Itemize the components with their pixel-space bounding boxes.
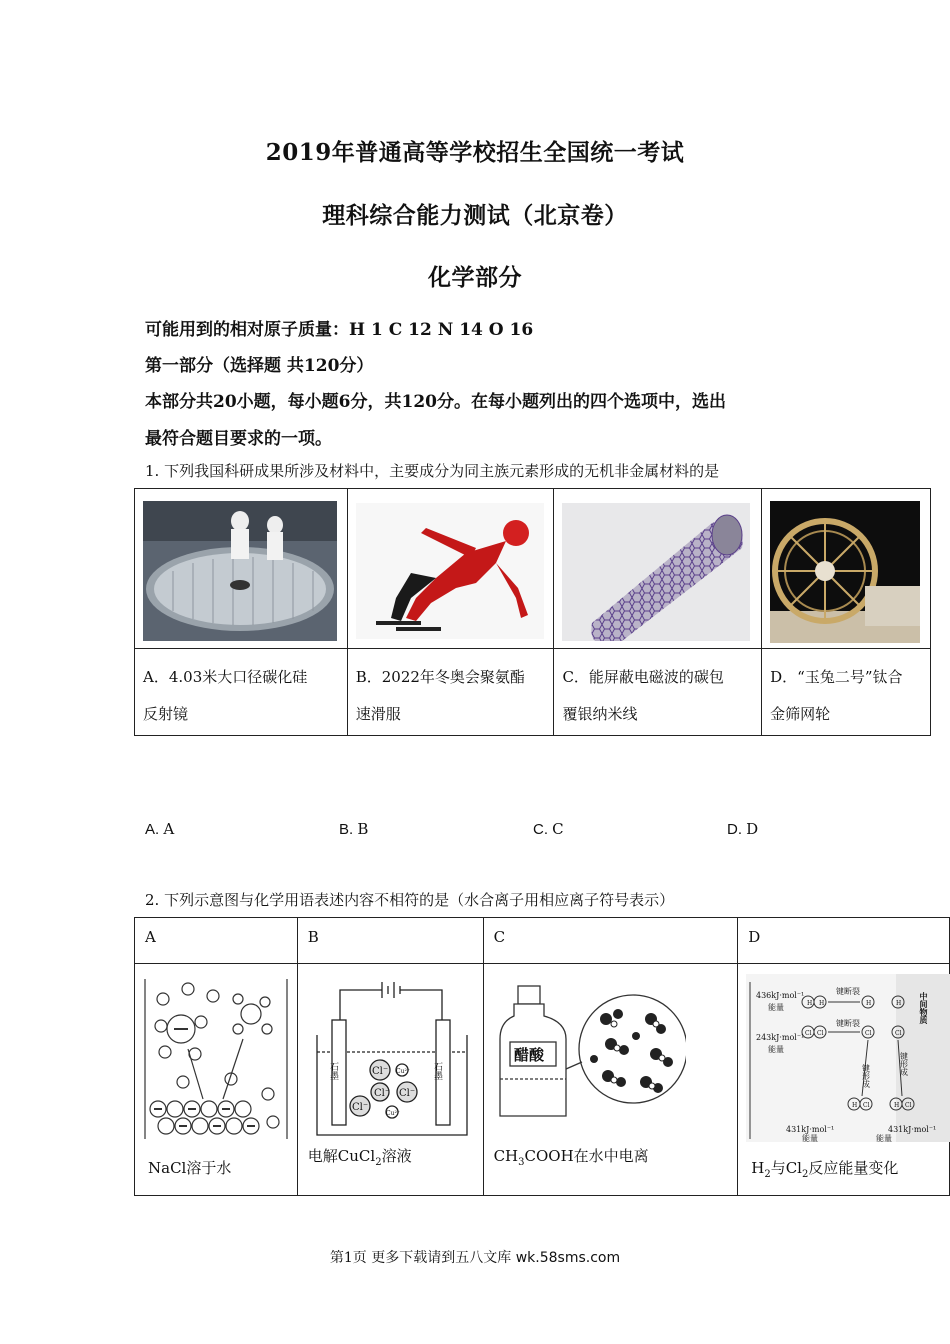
page-footer: 第1页 更多下载请到五八文库 wk.58sms.com (329, 1250, 621, 1266)
choice-a[interactable]: A. A (145, 820, 175, 838)
footer-link[interactable]: wk.58sms.com (515, 1250, 621, 1266)
choice-b[interactable]: B. B (339, 820, 369, 838)
header-d: D (738, 918, 950, 964)
caption-electrolysis: 电解CuCl$_2$溶液 (307, 1147, 412, 1168)
question-1-stem: 1. 下列我国科研成果所涉及材料中，主要成分为同主族元素形成的无机非金属材料的是 (145, 462, 720, 480)
image-cell-c (554, 489, 762, 649)
caption-energy: $H_2$与$Cl_2$反应能量变化 (751, 1159, 899, 1180)
acetic-acid-diagram (496, 984, 686, 1124)
instructions-line-1: 本部分共20小题，每小题6分，共120分。在每小题列出的四个选项中，选出 (145, 392, 726, 412)
svg-text:Cl: Cl (905, 1102, 912, 1109)
svg-text:Cl⁻: Cl⁻ (398, 1088, 415, 1099)
electrolysis-diagram (312, 980, 472, 1140)
figure-cell-d (738, 964, 950, 1196)
cu-ion-label: Cu²⁺ (395, 1068, 410, 1075)
nanowire-photo (562, 503, 750, 641)
section-title: 化学部分 (428, 264, 522, 291)
svg-text:H: H (896, 1000, 902, 1007)
svg-text:能量: 能量 (768, 1045, 785, 1054)
svg-text:H: H (852, 1102, 858, 1109)
energy-243-label: 243kJ·mol⁻¹ (756, 1033, 805, 1042)
svg-text:Cl: Cl (805, 1030, 812, 1037)
mirror-photo (143, 501, 337, 641)
svg-text:Cl: Cl (865, 1030, 872, 1037)
svg-text:Cl: Cl (817, 1030, 824, 1037)
svg-text:Cl⁻: Cl⁻ (373, 1088, 390, 1099)
question-2-table (134, 917, 950, 1196)
energy-436-label: 436kJ·mol⁻¹ (756, 991, 805, 1000)
svg-text:能量: 能量 (802, 1134, 819, 1142)
caption-c: C．能屏蔽电磁波的碳包 覆银纳米线 (554, 649, 762, 736)
caption-a: A．4.03米大口径碳化硅 反射镜 (135, 649, 348, 736)
figure-cell-a (135, 964, 298, 1196)
header-b: B (297, 918, 483, 964)
svg-text:键形成: 键形成 (899, 1052, 909, 1076)
svg-text:Cu²⁺: Cu²⁺ (385, 1110, 400, 1117)
svg-text:Cl: Cl (863, 1102, 870, 1109)
svg-text:H: H (807, 1000, 813, 1007)
question-1-table (134, 488, 931, 736)
svg-text:中间物质: 中间物质 (919, 992, 930, 1024)
rover-photo (770, 501, 920, 643)
energy-change-diagram (746, 974, 950, 1142)
energy-431-label-b: 431kJ·mol⁻¹ (888, 1125, 937, 1134)
caption-nacl: NaCl溶于水 (148, 1159, 232, 1177)
figure-cell-b (297, 964, 483, 1196)
svg-text:能量: 能量 (768, 1003, 785, 1012)
header-c: C (483, 918, 738, 964)
svg-text:键形成: 键形成 (861, 1064, 871, 1088)
figure-cell-c (483, 964, 738, 1196)
caption-d: D．“玉兔二号”钛合 金筛网轮 (762, 649, 931, 736)
nacl-dissolving-diagram (143, 974, 289, 1144)
svg-text:键断裂: 键断裂 (836, 987, 861, 996)
graphite-label-right: 石墨 (431, 1062, 442, 1080)
part-heading: 第一部分（选择题 共120分） (145, 356, 374, 376)
skater-photo (356, 503, 544, 639)
svg-text:Cl⁻: Cl⁻ (351, 1102, 368, 1113)
svg-text:H: H (866, 1000, 872, 1007)
header-a: A (135, 918, 298, 964)
atomic-mass-line: 可能用到的相对原子质量：H 1 C 12 N 14 O 16 (145, 320, 534, 340)
cl-ion-label: Cl⁻ (371, 1066, 388, 1077)
svg-text:H: H (819, 1000, 825, 1007)
choice-c[interactable]: C. C (533, 820, 564, 838)
energy-431-label-a: 431kJ·mol⁻¹ (786, 1125, 835, 1134)
svg-text:Cl: Cl (895, 1030, 902, 1037)
svg-text:H: H (894, 1102, 900, 1109)
image-cell-d (762, 489, 931, 649)
svg-text:能量: 能量 (876, 1134, 893, 1142)
caption-acetic-acid: $CH_3COOH$在水中电离 (493, 1147, 649, 1168)
svg-text:键断裂: 键断裂 (836, 1019, 861, 1028)
question-2-stem: 2. 下列示意图与化学用语表述内容不相符的是（水合离子用相应离子符号表示） (145, 891, 675, 909)
graphite-label-left: 石墨 (327, 1062, 338, 1080)
choice-d[interactable]: D. D (727, 820, 759, 838)
bottle-label: 醋酸 (513, 1046, 544, 1064)
image-cell-a (135, 489, 348, 649)
caption-b: B．2022年冬奥会聚氨酯 速滑服 (347, 649, 554, 736)
exam-subtitle: 理科综合能力测试（北京卷） (322, 202, 628, 229)
instructions-line-2: 最符合题目要求的一项。 (145, 429, 332, 449)
exam-title: 2019年普通高等学校招生全国统一考试 (265, 139, 685, 166)
image-cell-b (347, 489, 554, 649)
